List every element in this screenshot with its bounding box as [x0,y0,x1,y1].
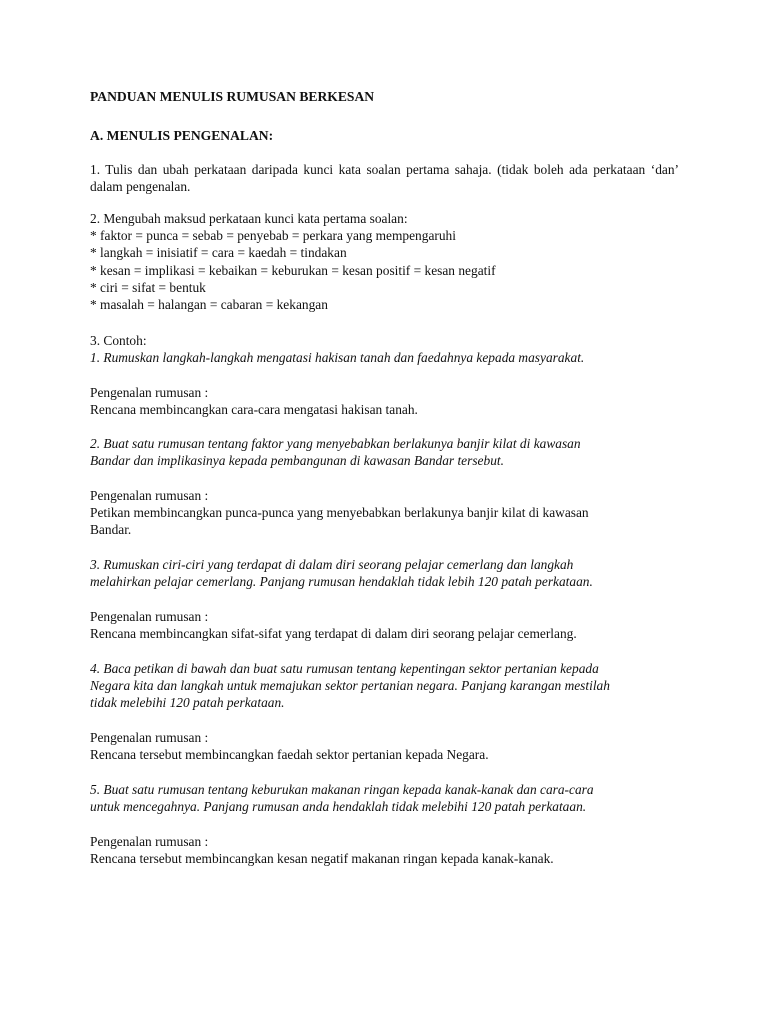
example-question-line: 3. Rumuskan ciri-ciri yang terdapat di dalam diri seorang pelajar cemerlang dan langkah [90,557,574,572]
example-5-question [90,781,679,815]
intro-text-line: Petikan membincangkan punca-punca yang menyebabkan berlakunya banjir kilat di kawasan [90,505,589,521]
intro-label: Pengenalan rumusan : [90,488,209,503]
intro-label: Pengenalan rumusan : [90,609,209,624]
synonym-item: * ciri = sifat = bentuk [90,279,206,295]
point-2-heading: 2. Mengubah maksud perkataan kunci kata pertama soalan: [90,211,408,226]
example-5-intro [90,833,679,867]
document-title: PANDUAN MENULIS RUMUSAN BERKESAN [90,89,375,104]
intro-text-line: Rencana tersebut membincangkan faedah sektor pertanian kepada Negara. [90,747,489,763]
intro-label: Pengenalan rumusan : [90,834,209,849]
synonym-item: * langkah = inisiatif = cara = kaedah = tindakan [90,245,347,261]
intro-text-line: Bandar. [90,522,132,538]
example-question-line: Bandar dan implikasinya kepada pembangunan di kawasan Bandar tersebut. [90,453,504,469]
point-3-heading: 3. Contoh: [90,333,147,348]
example-2-question [90,435,679,469]
synonym-item: * kesan = implikasi = kebaikan = keburukan = kesan positif = kesan negatif [90,262,496,278]
point-1-paragraph: 1. Tulis dan ubah perkataan daripada kunci kata soalan pertama sahaja. (tidak boleh ada perkataan ‘dan’ dalam pengenalan. [90,162,679,195]
example-4-question [90,660,679,712]
point-3-block [90,332,679,366]
example-question-line: melahirkan pelajar cemerlang. Panjang rumusan hendaklah tidak lebih 120 patah perkataan. [90,574,593,590]
intro-label: Pengenalan rumusan : [90,730,209,745]
synonym-item: * masalah = halangan = cabaran = kekangan [90,297,328,313]
example-question-line: Negara kita dan langkah untuk memajukan sektor pertanian negara. Panjang karangan mestilah [90,678,610,694]
intro-text-line: Rencana tersebut membincangkan kesan negatif makanan ringan kepada kanak-kanak. [90,851,554,867]
example-question-line: 1. Rumuskan langkah-langkah mengatasi hakisan tanah dan faedahnya kepada masyarakat. [90,350,585,366]
example-2-intro [90,487,679,539]
example-3-question [90,556,679,590]
example-4-intro [90,729,679,763]
section-heading-a: A. MENULIS PENGENALAN: [90,128,274,143]
example-question-line: tidak melebihi 120 patah perkataan. [90,695,285,711]
example-question-line: 4. Baca petikan di bawah dan buat satu rumusan tentang kepentingan sektor pertanian kepada [90,661,599,676]
intro-text-line: Rencana membincangkan sifat-sifat yang terdapat di dalam diri seorang pelajar cemerlang. [90,626,577,642]
document-page [90,88,679,867]
example-question-line: 2. Buat satu rumusan tentang faktor yang menyebabkan berlakunya banjir kilat di kawasan [90,436,581,451]
example-1-intro [90,384,679,418]
synonym-item: * faktor = punca = sebab = penyebab = perkara yang mempengaruhi [90,228,456,244]
example-question-line: 5. Buat satu rumusan tentang keburukan makanan ringan kepada kanak-kanak dan cara-cara [90,782,594,797]
intro-label: Pengenalan rumusan : [90,385,209,400]
example-3-intro [90,608,679,642]
point-2-block [90,210,679,313]
example-question-line: untuk mencegahnya. Panjang rumusan anda hendaklah tidak melebihi 120 patah perkataan. [90,799,587,815]
intro-text-line: Rencana membincangkan cara-cara mengatasi hakisan tanah. [90,402,418,418]
